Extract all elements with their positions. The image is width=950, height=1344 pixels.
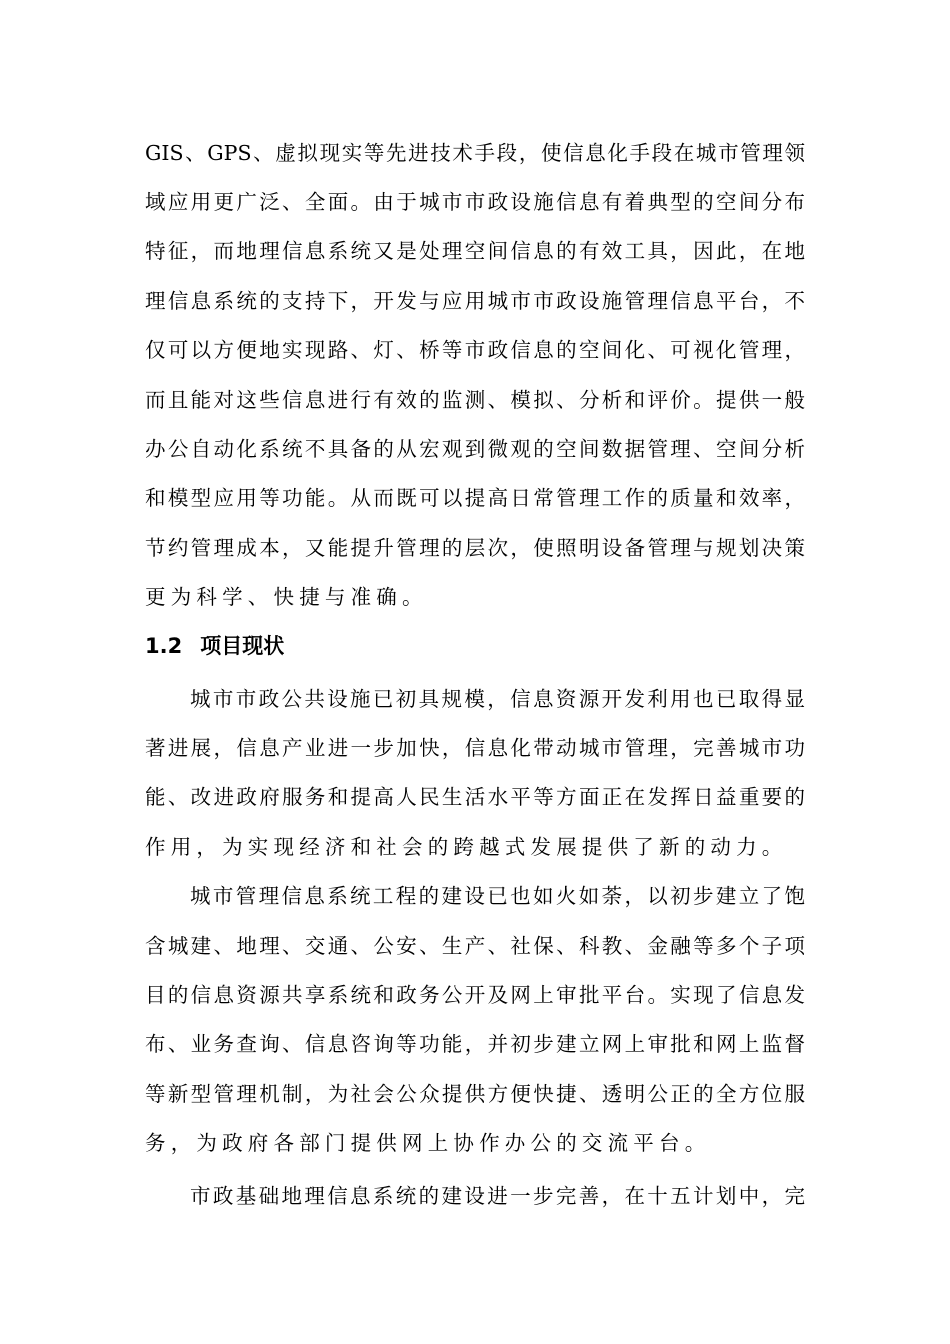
paragraph-1-line-3: 特征，而地理信息系统又是处理空间信息的有效工具，因此，在地: [145, 239, 805, 263]
paragraph-3-line-4: 布、业务查询、信息咨询等功能，并初步建立网上审批和网上监督: [145, 1032, 805, 1056]
paragraph-3-line-6: 务，为政府各部门提供网上协作办公的交流平台。: [145, 1131, 711, 1155]
paragraph-1-line-10: 更为科学、快捷与准确。: [145, 585, 428, 609]
paragraph-1-line-1: GIS、GPS、虚拟现实等先进技术手段，使信息化手段在城市管理领: [145, 141, 805, 165]
paragraph-1-line-5: 仅可以方便地实现路、灯、桥等市政信息的空间化、可视化管理，: [145, 338, 805, 362]
paragraph-3-line-5: 等新型管理机制，为社会公众提供方便快捷、透明公正的全方位服: [145, 1082, 805, 1106]
paragraph-3-line-1: 城市管理信息系统工程的建设已也如火如荼，以初步建立了饱: [190, 884, 805, 908]
paragraph-2-line-3: 能、改进政府服务和提高人民生活水平等方面正在发挥日益重要的: [145, 785, 805, 809]
section-heading: [145, 632, 284, 660]
paragraph-1-line-8: 和模型应用等功能。从而既可以提高日常管理工作的质量和效率，: [145, 486, 805, 510]
paragraph-3-line-2: 含城建、地理、交通、公安、生产、社保、科教、金融等多个子项: [145, 934, 805, 958]
paragraph-3-line-3: 目的信息资源共享系统和政务公开及网上审批平台。实现了信息发: [145, 983, 805, 1007]
paragraph-1-line-9: 节约管理成本，又能提升管理的层次，使照明设备管理与规划决策: [145, 536, 805, 560]
paragraph-1-line-2: 域应用更广泛、全面。由于城市市政设施信息有着典型的空间分布: [145, 190, 805, 214]
paragraph-4-line-1: 市政基础地理信息系统的建设进一步完善，在十五计划中，完: [190, 1184, 805, 1208]
paragraph-1-line-7: 办公自动化系统不具备的从宏观到微观的空间数据管理、空间分析: [145, 437, 805, 461]
section-title: 项目现状: [200, 634, 285, 658]
paragraph-2-line-1: 城市市政公共设施已初具规模，信息资源开发利用也已取得显: [190, 687, 805, 711]
paragraph-2-line-2: 著进展，信息产业进一步加快，信息化带动城市管理，完善城市功: [145, 736, 805, 760]
paragraph-2-line-4: 作用，为实现经济和社会的跨越式发展提供了新的动力。: [145, 835, 788, 859]
section-number: 1.2: [145, 634, 183, 658]
paragraph-1-line-4: 理信息系统的支持下，开发与应用城市市政设施管理信息平台，不: [145, 289, 805, 313]
paragraph-1-line-6: 而且能对这些信息进行有效的监测、模拟、分析和评价。提供一般: [145, 388, 805, 412]
